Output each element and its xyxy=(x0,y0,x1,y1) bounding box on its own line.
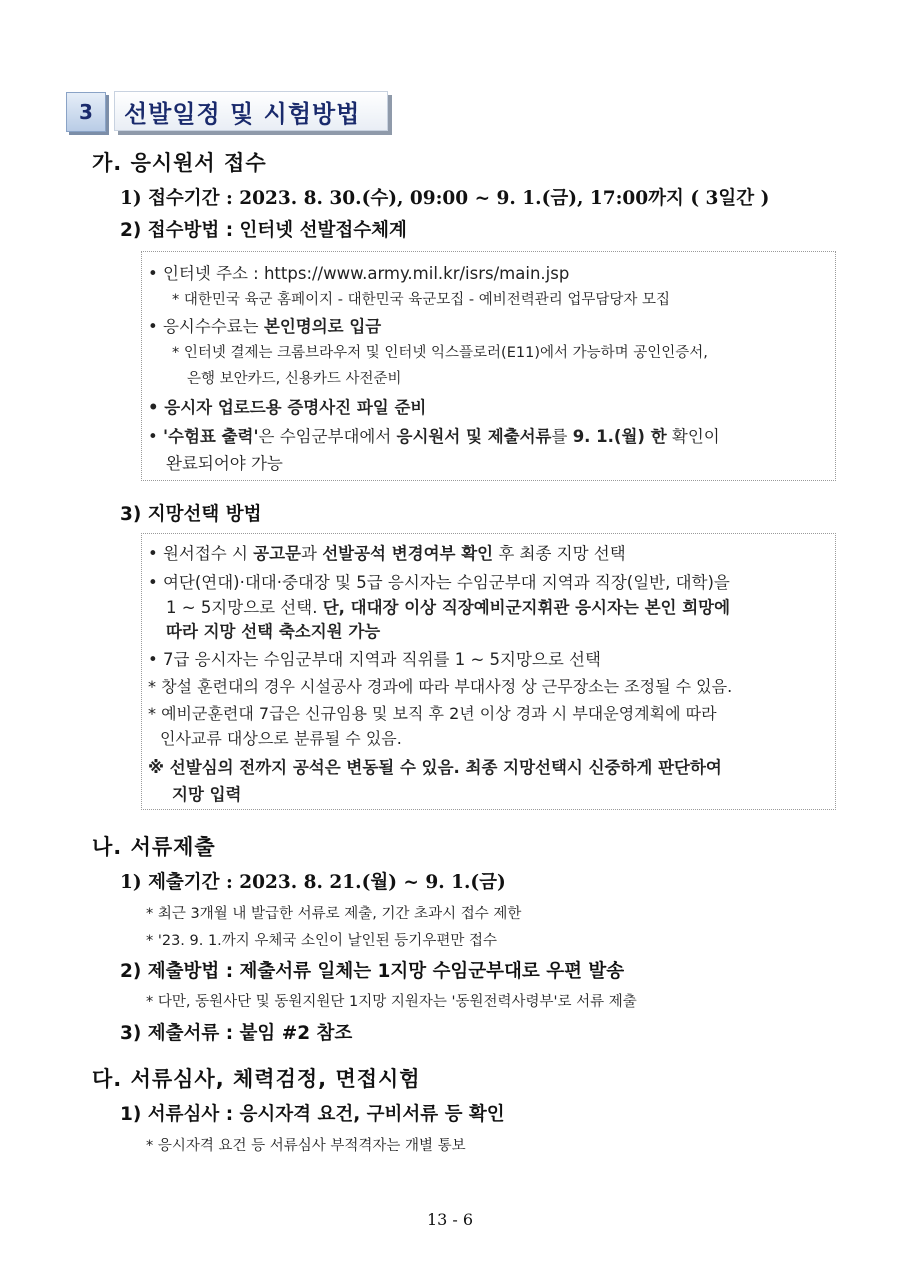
a-box2-bullet3: • 7급 응시자는 수임군부대 지역과 직위를 1 ~ 5지망으로 선택 xyxy=(148,650,601,669)
a-box1-bullet3: • 응시자 업로드용 증명사진 파일 준비 xyxy=(148,398,427,417)
a-box2-warning-line1: ※ 선발심의 전까지 공석은 변동될 수 있음. 최종 지망선택시 신중하게 판단하여 xyxy=(148,758,722,777)
a-box2-note2-line2: 인사교류 대상으로 분류될 수 있음. xyxy=(160,729,402,748)
a-item2-method: 2) 접수방법 : 인터넷 선발접수체계 xyxy=(120,220,407,241)
fee-bold: 본인명의로 입금 xyxy=(263,317,382,336)
b4-bold3: 9. 1.(월) 한 xyxy=(572,427,667,446)
b4-mid2: 를 xyxy=(551,427,573,446)
a-box2-note2-line1: * 예비군훈련대 7급은 신규임용 및 보직 후 2년 이상 경과 시 부대운영계획에 따라 xyxy=(148,704,717,723)
fee-text: 응시수수료는 xyxy=(162,317,264,336)
section-number-badge: 3 xyxy=(66,92,106,132)
a-box1-bullet4: • '수험표 출력'은 수임군부대에서 응시원서 및 제출서류를 9. 1.(월) 한 확인이 xyxy=(148,427,720,446)
b-item1-period: 1) 제출기간 : 2023. 8. 21.(월) ~ 9. 1.(금) xyxy=(120,872,506,893)
b1-end: 후 최종 지망 선택 xyxy=(493,544,626,563)
a-box1-note1: * 대한민국 육군 홈페이지 - 대한민국 육군모집 - 예비전력관리 업무담당자 모집 xyxy=(172,292,671,308)
a-box1-bullet1: • 인터넷 주소 : https://www.army.mil.kr/isrs/main.jsp xyxy=(148,264,570,283)
a-item3-choice: 3) 지망선택 방법 xyxy=(120,504,262,525)
a-box2-bullet1: • 원서접수 시 공고문과 선발공석 변경여부 확인 후 최종 지망 선택 xyxy=(148,544,626,563)
ticket-print: '수험표 출력' xyxy=(162,427,259,446)
c-item1-note: * 응시자격 요건 등 서류심사 부적격자는 개별 통보 xyxy=(146,1138,466,1154)
b2-line2-pre: 1 ~ 5지망으로 선택. xyxy=(166,598,323,617)
b-item2-note: * 다만, 동원사단 및 동원지원단 1지망 지원자는 '동원전력사령부'로 서류 제출 xyxy=(146,994,637,1010)
a-box1-bullet2: • 응시수수료는 본인명의로 입금 xyxy=(148,317,382,336)
heading-a: 가. 응시원서 접수 xyxy=(92,151,267,175)
page-number: 13 - 6 xyxy=(426,1210,474,1229)
a-box2-bullet2-line2 xyxy=(166,594,730,618)
a-box2-bullet2-line1: • 여단(연대)·대대·중대장 및 5급 응시자는 수임군부대 지역과 직장(일반, 대학)을 xyxy=(148,573,730,592)
heading-c: 다. 서류심사, 체력검정, 면접시험 xyxy=(92,1067,421,1091)
b4-mid: 은 수임군부대에서 xyxy=(258,427,397,446)
b4-bold2: 응시원서 및 제출서류 xyxy=(396,427,552,446)
b1-mid: 과 xyxy=(301,544,323,563)
a-box2-note1: * 창설 훈련대의 경우 시설공사 경과에 따라 부대사정 상 근무장소는 조정될 수 있음. xyxy=(148,677,733,696)
b1-pre: 원서접수 시 xyxy=(162,544,254,563)
a-box1-note2-line1: * 인터넷 결제는 크롬브라우저 및 인터넷 익스플로러(E11)에서 가능하며 공인인증서, xyxy=(172,345,708,361)
b-item3-documents: 3) 제출서류 : 붙임 #2 참조 xyxy=(120,1023,353,1044)
b-item1-note2: * '23. 9. 1.까지 우체국 소인이 날인된 등기우편만 접수 xyxy=(146,933,497,949)
a-box1-bullet4-line2: 완료되어야 가능 xyxy=(166,454,283,473)
a-box2-bullet2-line3: 따라 지망 선택 축소지원 가능 xyxy=(166,622,381,641)
b1-bold1: 공고문 xyxy=(253,544,301,563)
a-box1-note2-line2: 은행 보안카드, 신용카드 사전준비 xyxy=(187,371,402,387)
internet-address: 인터넷 주소 : https://www.army.mil.kr/isrs/main.jsp xyxy=(162,264,570,283)
photo-prep: 응시자 업로드용 증명사진 파일 준비 xyxy=(164,398,427,417)
b-item1-note1: * 최근 3개월 내 발급한 서류로 제출, 기간 초과시 접수 제한 xyxy=(146,906,522,922)
b3-text: 7급 응시자는 수임군부대 지역과 직위를 1 ~ 5지망으로 선택 xyxy=(162,650,601,669)
a-item1-period: 1) 접수기간 : 2023. 8. 30.(수), 09:00 ~ 9. 1.(금), 17:00까지 ( 3일간 ) xyxy=(120,188,770,209)
b2-line2-bold: 단, 대대장 이상 직장예비군지휘관 응시자는 본인 희망에 xyxy=(322,598,731,617)
b2-line1: 여단(연대)·대대·중대장 및 5급 응시자는 수임군부대 지역과 직장(일반, 대학)을 xyxy=(162,573,730,592)
section-title: 선발일정 및 시험방법 xyxy=(124,100,361,128)
b4-end: 확인이 xyxy=(666,427,720,446)
b-item2-method: 2) 제출방법 : 제출서류 일체는 1지망 수임군부대로 우편 발송 xyxy=(120,961,625,982)
b1-bold2: 선발공석 변경여부 확인 xyxy=(322,544,494,563)
heading-b: 나. 서류제출 xyxy=(92,835,216,859)
c-item1-screening: 1) 서류심사 : 응시자격 요건, 구비서류 등 확인 xyxy=(120,1104,505,1125)
a-box2-warning-line2: 지망 입력 xyxy=(172,785,242,804)
